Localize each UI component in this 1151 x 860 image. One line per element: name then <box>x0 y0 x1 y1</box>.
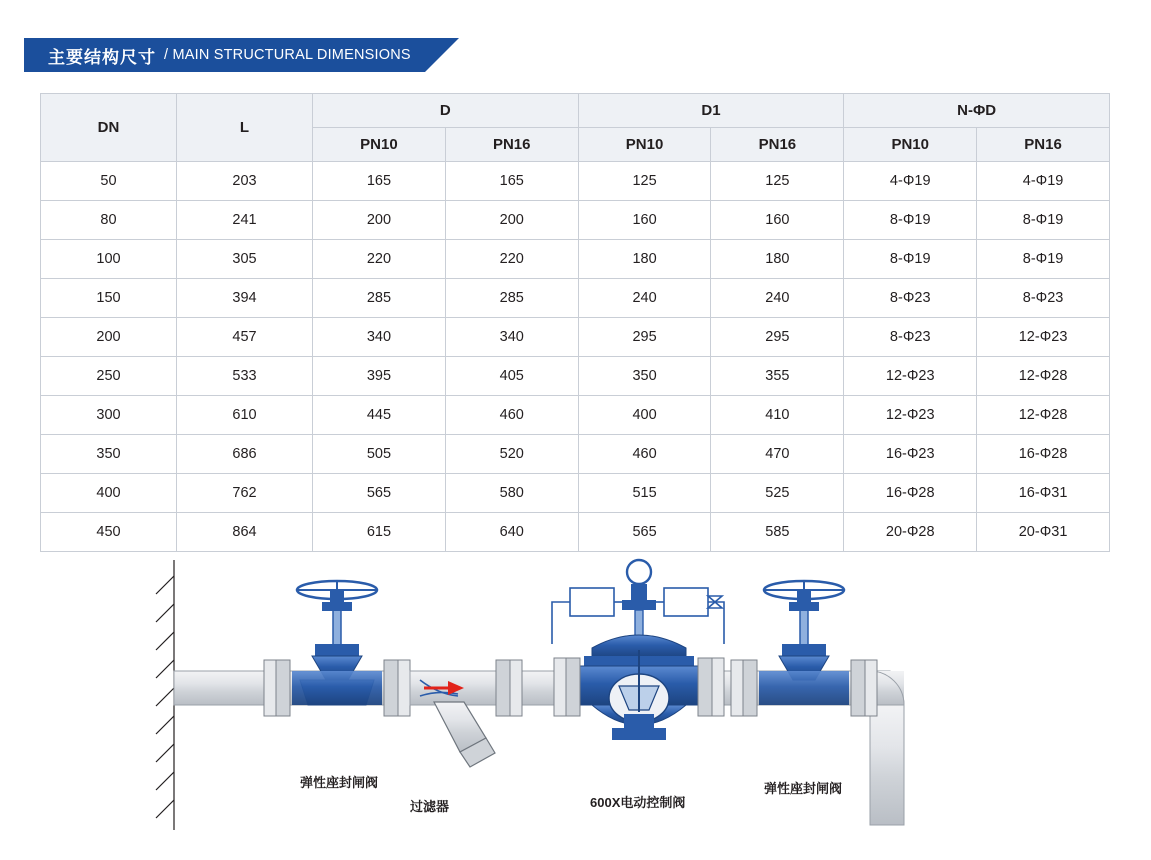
cell-d1-pn16: 355 <box>711 357 844 396</box>
cell-dn: 200 <box>41 318 177 357</box>
table-row <box>41 357 1110 396</box>
cell-nd-pn10: 8-Φ23 <box>844 279 977 318</box>
cell-d1-pn10: 295 <box>578 318 711 357</box>
table-row <box>41 201 1110 240</box>
cell-dn: 400 <box>41 474 177 513</box>
cell-d1-pn10: 240 <box>578 279 711 318</box>
cell-l: 394 <box>177 279 313 318</box>
cell-nd-pn16: 16-Φ28 <box>977 435 1110 474</box>
table-row <box>41 240 1110 279</box>
page-title-en: / MAIN STRUCTURAL DIMENSIONS <box>164 47 411 63</box>
cell-d-pn16: 640 <box>445 513 578 552</box>
cell-d-pn16: 340 <box>445 318 578 357</box>
wall-hatching <box>156 560 174 830</box>
cell-nd-pn10: 8-Φ19 <box>844 240 977 279</box>
cell-d-pn10: 285 <box>313 279 446 318</box>
gate-valve-left <box>264 581 410 716</box>
cell-d1-pn10: 125 <box>578 162 711 201</box>
cell-d1-pn16: 470 <box>711 435 844 474</box>
cell-nd-pn10: 16-Φ23 <box>844 435 977 474</box>
cell-d-pn16: 580 <box>445 474 578 513</box>
cell-d1-pn16: 585 <box>711 513 844 552</box>
cell-d1-pn16: 125 <box>711 162 844 201</box>
cell-dn: 350 <box>41 435 177 474</box>
cell-dn: 80 <box>41 201 177 240</box>
cell-d1-pn16: 160 <box>711 201 844 240</box>
table-row <box>41 279 1110 318</box>
cell-dn: 50 <box>41 162 177 201</box>
banner-body <box>24 38 425 72</box>
cell-d-pn16: 460 <box>445 396 578 435</box>
header-dn: DN <box>41 94 177 162</box>
label-gate-valve-right: 弹性座封闸阀 <box>764 781 843 796</box>
header-nd-pn10: PN10 <box>844 128 977 162</box>
cell-d-pn10: 220 <box>313 240 446 279</box>
cell-d1-pn10: 565 <box>578 513 711 552</box>
cell-nd-pn16: 8-Φ19 <box>977 201 1110 240</box>
table-row <box>41 474 1110 513</box>
cell-d-pn16: 285 <box>445 279 578 318</box>
cell-nd-pn10: 16-Φ28 <box>844 474 977 513</box>
table-body <box>41 162 1110 552</box>
cell-nd-pn16: 20-Φ31 <box>977 513 1110 552</box>
cell-d-pn16: 200 <box>445 201 578 240</box>
cell-l: 203 <box>177 162 313 201</box>
cell-l: 241 <box>177 201 313 240</box>
cell-nd-pn10: 12-Φ23 <box>844 396 977 435</box>
cell-nd-pn10: 4-Φ19 <box>844 162 977 201</box>
cell-d1-pn10: 350 <box>578 357 711 396</box>
label-strainer: 过滤器 <box>410 799 450 814</box>
cell-dn: 300 <box>41 396 177 435</box>
section-banner <box>24 38 459 72</box>
header-d-pn16: PN16 <box>445 128 578 162</box>
cell-l: 686 <box>177 435 313 474</box>
cell-l: 457 <box>177 318 313 357</box>
cell-d1-pn16: 180 <box>711 240 844 279</box>
dimensions-table <box>40 93 1110 552</box>
strainer <box>410 660 522 767</box>
cell-d-pn10: 165 <box>313 162 446 201</box>
cell-dn: 150 <box>41 279 177 318</box>
cell-d1-pn10: 400 <box>578 396 711 435</box>
cell-nd-pn16: 8-Φ23 <box>977 279 1110 318</box>
table-row <box>41 396 1110 435</box>
cell-d-pn10: 565 <box>313 474 446 513</box>
cell-dn: 450 <box>41 513 177 552</box>
cell-nd-pn16: 4-Φ19 <box>977 162 1110 201</box>
cell-nd-pn16: 8-Φ19 <box>977 240 1110 279</box>
cell-d-pn16: 520 <box>445 435 578 474</box>
header-d: D <box>313 94 579 128</box>
cell-nd-pn16: 12-Φ28 <box>977 396 1110 435</box>
cell-d-pn10: 505 <box>313 435 446 474</box>
cell-d-pn10: 340 <box>313 318 446 357</box>
cell-dn: 250 <box>41 357 177 396</box>
cell-l: 305 <box>177 240 313 279</box>
dimensions-table-wrapper <box>40 93 1110 552</box>
control-valve-600x <box>552 560 724 740</box>
gate-valve-right <box>731 581 877 716</box>
cell-d-pn10: 200 <box>313 201 446 240</box>
table-row <box>41 435 1110 474</box>
cell-nd-pn10: 12-Φ23 <box>844 357 977 396</box>
header-d1: D1 <box>578 94 844 128</box>
header-nphid: N-ΦD <box>844 94 1110 128</box>
cell-d-pn16: 165 <box>445 162 578 201</box>
table-head <box>41 94 1110 162</box>
cell-d1-pn16: 295 <box>711 318 844 357</box>
cell-d-pn16: 220 <box>445 240 578 279</box>
cell-d1-pn10: 460 <box>578 435 711 474</box>
cell-d1-pn10: 180 <box>578 240 711 279</box>
cell-d-pn16: 405 <box>445 357 578 396</box>
page-title-cn: 主要结构尺寸 <box>48 47 156 67</box>
table-row <box>41 318 1110 357</box>
cell-d-pn10: 615 <box>313 513 446 552</box>
cell-nd-pn16: 12-Φ28 <box>977 357 1110 396</box>
cell-d1-pn16: 410 <box>711 396 844 435</box>
cell-d-pn10: 445 <box>313 396 446 435</box>
cell-d1-pn16: 240 <box>711 279 844 318</box>
cell-d-pn10: 395 <box>313 357 446 396</box>
cell-nd-pn10: 20-Φ28 <box>844 513 977 552</box>
table-row <box>41 162 1110 201</box>
cell-d1-pn10: 160 <box>578 201 711 240</box>
cell-nd-pn16: 12-Φ23 <box>977 318 1110 357</box>
cell-d1-pn16: 525 <box>711 474 844 513</box>
cell-nd-pn10: 8-Φ19 <box>844 201 977 240</box>
header-d1-pn10: PN10 <box>578 128 711 162</box>
header-l: L <box>177 94 313 162</box>
cell-l: 762 <box>177 474 313 513</box>
header-d-pn10: PN10 <box>313 128 446 162</box>
cell-l: 864 <box>177 513 313 552</box>
label-gate-valve-left: 弹性座封闸阀 <box>300 775 379 790</box>
cell-d1-pn10: 515 <box>578 474 711 513</box>
header-nd-pn16: PN16 <box>977 128 1110 162</box>
installation-diagram-svg <box>152 540 992 850</box>
cell-nd-pn10: 8-Φ23 <box>844 318 977 357</box>
header-d1-pn16: PN16 <box>711 128 844 162</box>
cell-l: 610 <box>177 396 313 435</box>
installation-diagram <box>152 540 992 850</box>
cell-dn: 100 <box>41 240 177 279</box>
table-header-row-groups <box>41 94 1110 128</box>
label-control-valve: 600X电动控制阀 <box>590 795 686 810</box>
banner-arrow-shape <box>425 38 459 72</box>
cell-nd-pn16: 16-Φ31 <box>977 474 1110 513</box>
cell-l: 533 <box>177 357 313 396</box>
